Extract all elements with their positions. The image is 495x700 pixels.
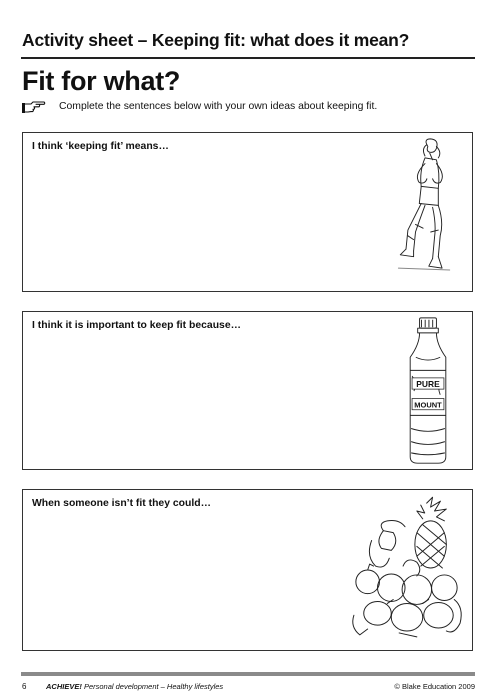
page-title: Fit for what? xyxy=(22,66,181,96)
box-label: When someone isn’t fit they could… xyxy=(32,498,211,509)
writing-box-important-to-keep-fit[interactable] xyxy=(22,311,473,470)
page-number: 6 xyxy=(22,682,27,691)
pointing-hand-icon xyxy=(22,100,46,114)
copyright: © Blake Education 2009 xyxy=(394,682,475,691)
instruction-text: Complete the sentences below with your own ideas about keeping fit. xyxy=(59,101,378,112)
bottle-brand-bottom: MOUNT xyxy=(414,400,442,410)
series-subtitle: Personal development – Healthy lifestyles xyxy=(83,682,224,691)
writing-box-keeping-fit-means[interactable] xyxy=(22,132,473,292)
footer-rule xyxy=(21,672,475,676)
activity-sheet-title: Activity sheet – Keeping fit: what does it mean? xyxy=(22,30,410,50)
box-label: I think ‘keeping fit’ means… xyxy=(32,141,169,152)
water-bottle-illustration xyxy=(401,316,455,466)
fruit-and-vegetables-illustration xyxy=(348,496,466,646)
box-label: I think it is important to keep fit because… xyxy=(32,320,241,331)
series-title xyxy=(46,682,223,691)
series-brand: ACHIEVE! xyxy=(46,682,82,691)
person-stretching-illustration xyxy=(395,137,455,289)
writing-box-not-fit-could[interactable] xyxy=(22,489,473,651)
bottle-brand-top: PURE xyxy=(416,378,440,389)
header-rule xyxy=(21,57,475,59)
